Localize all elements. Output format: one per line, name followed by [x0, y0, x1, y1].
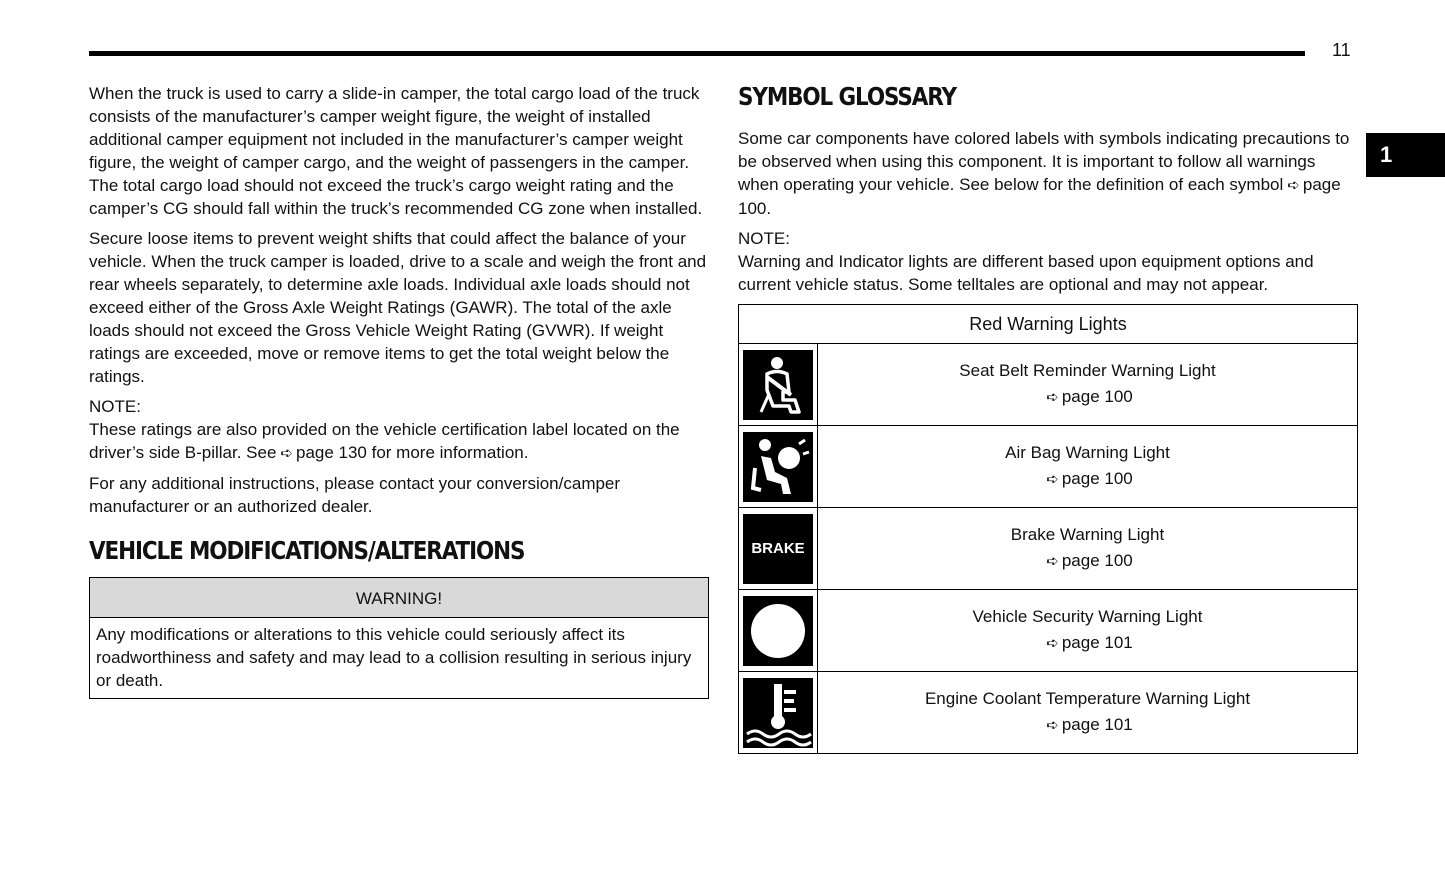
- chapter-tab-label: 1: [1380, 142, 1393, 167]
- glossary-intro-text: Some car components have colored labels with symbols indicating precautions to be observed when using this component. It is important to follow all warnings when operating your vehicle. See below for the definition of each symbol: [738, 129, 1350, 194]
- brake-warning-title: Brake Warning Light: [1010, 525, 1165, 544]
- brake-icon: [743, 514, 813, 584]
- warning-box: [89, 577, 709, 699]
- page-ref-arrow-icon: ➪: [280, 445, 293, 462]
- warning-body: Any modifications or alterations to this vehicle could seriously affect its roadworthiness and safety and may lead to a collision resulting in serious injury or death.: [96, 625, 692, 690]
- note-label: NOTE:: [89, 397, 141, 416]
- table-row: [739, 672, 1358, 754]
- seat-belt-page-ref[interactable]: [819, 384, 1356, 411]
- table-row: [739, 344, 1358, 426]
- left-column: [89, 82, 709, 699]
- page-ref-arrow-icon: ➪: [1046, 389, 1059, 406]
- air-bag-icon: [743, 432, 813, 502]
- seat-belt-icon: [743, 350, 813, 420]
- air-bag-page-ref[interactable]: [819, 466, 1356, 493]
- note-page-link[interactable]: page 130 for more information.: [295, 443, 529, 462]
- page-number: 11: [1332, 40, 1351, 60]
- air-bag-warning-title: Air Bag Warning Light: [1005, 443, 1170, 462]
- glossary-note-text: Warning and Indicator lights are different based upon equipment options and current vehicle status. Some telltales are optional and may not appear.: [738, 252, 1314, 294]
- header-rule: [89, 51, 1305, 56]
- red-warning-lights-table: [738, 304, 1358, 754]
- brake-icon-label: BRAKE: [751, 539, 805, 557]
- page-ref-arrow-icon: ➪: [1046, 717, 1059, 734]
- table-row: [739, 426, 1358, 508]
- coolant-page-ref[interactable]: [819, 712, 1356, 739]
- page-ref-text: page 100: [1061, 551, 1133, 570]
- page-ref-text: page 100: [1061, 469, 1133, 488]
- secure-items-paragraph: Secure loose items to prevent weight shifts that could affect the balance of your vehicle. When the truck camper is loaded, drive to a scale and weigh the front and rear wheels separately, to determine axle loads. Individual axle loads should not exceed either of the Gross Axle Weight Ratings (GAWR). The total of the axle loads should not exceed the Gross Vehicle Weight Rating (GVWR). If weight ratings are exceeded, move or remove items to get the total weight below the ratings.: [89, 229, 707, 386]
- page-ref-text: page 101: [1061, 715, 1133, 734]
- table-header-row: [739, 305, 1358, 344]
- page-ref-arrow-icon: ➪: [1046, 635, 1059, 652]
- symbol-glossary-heading: SYMBOL GLOSSARY: [738, 82, 956, 111]
- warning-title: WARNING!: [90, 578, 708, 618]
- vehicle-security-warning-title: Vehicle Security Warning Light: [972, 607, 1203, 626]
- table-row: [739, 508, 1358, 590]
- table-header: Red Warning Lights: [739, 305, 1358, 344]
- coolant-temperature-icon: [743, 678, 813, 748]
- page-ref-arrow-icon: ➪: [1046, 471, 1059, 488]
- coolant-warning-title: Engine Coolant Temperature Warning Light: [924, 689, 1251, 708]
- glossary-note-label: NOTE:: [738, 229, 790, 248]
- glossary-intro: [738, 127, 1358, 220]
- page-ref-text: page 101: [1061, 633, 1133, 652]
- vehicle-security-page-ref[interactable]: [819, 630, 1356, 657]
- vehicle-modifications-heading: VEHICLE MODIFICATIONS/ALTERATIONS: [89, 536, 525, 565]
- brake-page-ref[interactable]: [819, 548, 1356, 575]
- chapter-tab[interactable]: [1366, 133, 1445, 177]
- glossary-page-link[interactable]: page 100.: [738, 175, 1341, 218]
- vehicle-security-icon: [743, 596, 813, 666]
- additional-instructions-paragraph: For any additional instructions, please contact your conversion/camper manufacturer or an authorized dealer.: [89, 474, 621, 516]
- note-text-start: These ratings are also provided on the vehicle certification label located on the driver’s side B-pillar. See: [89, 420, 680, 462]
- table-row: [739, 590, 1358, 672]
- seat-belt-warning-title: Seat Belt Reminder Warning Light: [959, 361, 1216, 380]
- note-text: [89, 418, 709, 465]
- right-column: [738, 82, 1358, 754]
- camper-load-paragraph: When the truck is used to carry a slide-in camper, the total cargo load of the truck consists of the manufacturer’s camper weight figure, the weight of installed additional camper equipment not included in the manufacturer’s camper weight figure, the weight of camper cargo, and the weight of passengers in the camper. The total cargo load should not exceed the truck’s cargo weight rating and the camper’s CG should fall within the truck’s recommended CG zone when installed.: [89, 84, 703, 218]
- page-ref-text: page 100: [1061, 387, 1133, 406]
- page-ref-arrow-icon: ➪: [1287, 177, 1300, 194]
- page-ref-arrow-icon: ➪: [1046, 553, 1059, 570]
